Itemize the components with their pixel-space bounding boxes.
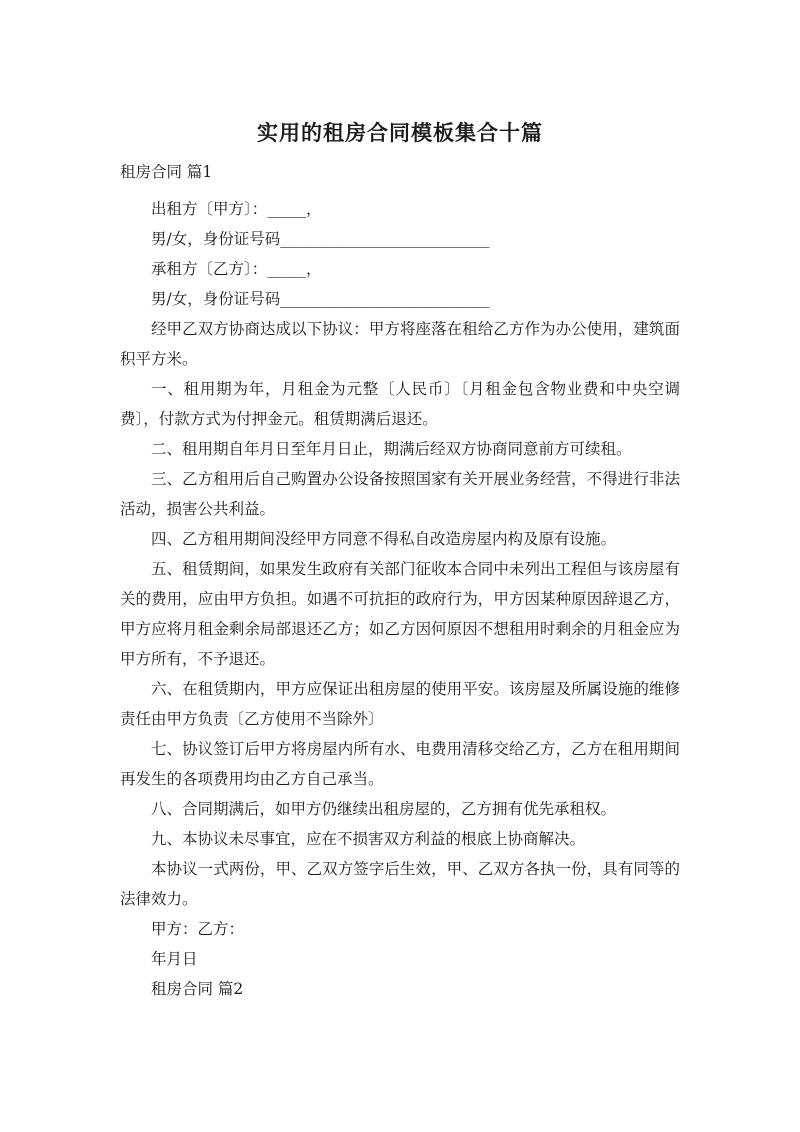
clause-2: 二、租用期自年月日至年月日止，期满后经双方协商同意前方可续租。 [151,440,632,458]
clause-3: 三、乙方租用后自己购置办公设备按照国家有关开展业务经营，不得进行非法活动，损害公共利益。 [120,470,680,518]
document-body [120,194,680,1004]
clause-8: 八、合同期满后，如甲方仍继续出租房屋的，乙方拥有优先承租权。 [151,800,617,818]
copies-clause: 本协议一式两份，甲、乙双方签字后生效，甲、乙双方各执一份，具有同等的法律效力。 [120,860,680,908]
clause-7: 七、协议签订后甲方将房屋内所有水、电费用清移交给乙方，乙方在租用期间再发生的各项费用均由乙方自己承当。 [120,740,680,788]
clause-4: 四、乙方租用期间没经甲方同意不得私自改造房屋内构及原有设施。 [151,530,617,548]
clause-9: 九、本协议未尽事宜，应在不损害双方利益的根底上协商解决。 [151,830,586,848]
lessor-id-line: 男/女，身份证号码___________________________ [151,230,490,248]
section-heading: 租房合同 篇1 [120,163,213,181]
lessee-id-line: 男/女，身份证号码___________________________ [151,290,490,308]
lessee-line: 承租方〔乙方〕：_____， [151,260,322,278]
clause-1: 一、租用期为年，月租金为元整〔人民币〕〔月租金包含物业费和中央空调费〕，付款方式为付押金元。租赁期满后退还。 [120,380,680,428]
document-title: 实用的租房合同模板集合十篇 [257,120,543,145]
date-line: 年月日 [151,950,198,968]
clause-5: 五、租赁期间，如果发生政府有关部门征收本合同中未列出工程但与该房屋有关的费用，应由甲方负担。如遇不可抗拒的政府行为，甲方因某种原因辞退乙方，甲方应将月租金剩余局部退还乙方；如乙方因何原因不想租用时剩余的月租金应为甲方所有，不予退还。 [120,560,680,668]
lessor-line: 出租方〔甲方〕：_____， [151,200,322,218]
next-section-heading: 租房合同 篇2 [151,980,244,998]
agreement-intro: 经甲乙双方协商达成以下协议：甲方将座落在租给乙方作为办公使用，建筑面积平方米。 [120,320,680,368]
clause-6: 六、在租赁期内，甲方应保证出租房屋的使用平安。该房屋及所属设施的维修责任由甲方负责〔乙方使用不当除外〕 [120,680,680,728]
signature-line: 甲方：乙方： [151,920,245,938]
